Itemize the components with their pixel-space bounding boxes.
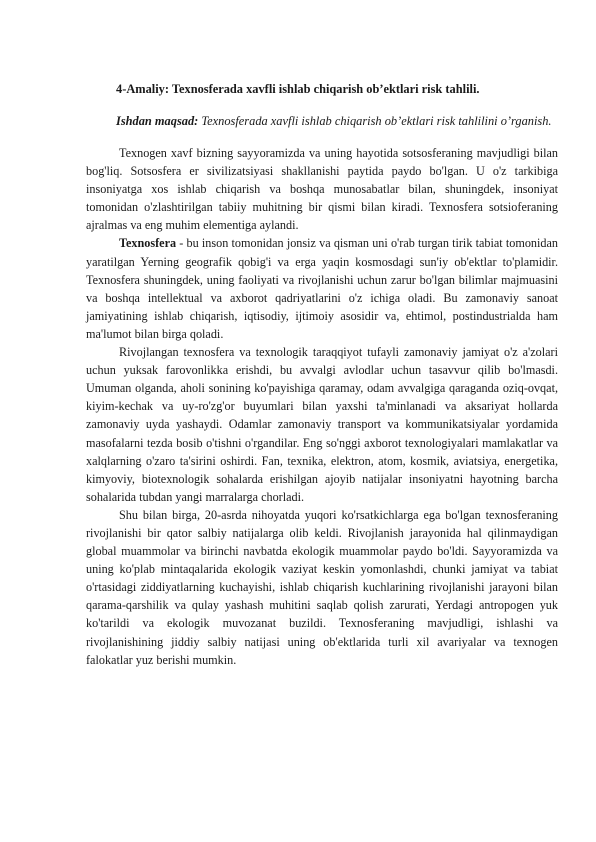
paragraph-text: Texnogen xavf bizning sayyoramizda va uning hayotida sotsosferaning mavjudligi bilan bog'liq. Sotsosfera er sivilizatsiyasi shakllanishi paytida paydo bo'lgan. U o'z tarkibiga insoniyatga xos ishlab chiqarish va boshqa munosabatlar bilan, shuningdek, insoniyat tomonidan o'zlashtirilgan tabiiy muhitning bir qismi bilan kiradi. Texnosfera sotsioferaning ajralmas va eng muhim elementiga aylandi. <box>86 146 558 233</box>
paragraph-text: Shu bilan birga, 20-asrda nihoyatda yuqori ko'rsatkichlarga ega bo'lgan texnosferaning rivojlanishi bir qator salbiy natijalarga olib keldi. Rivojlanish jarayonida hal qilinmaydigan global muammolar va birinchi navbatda ekologik muammolar paydo bo'ldi. Sayyoramizda va uning ko'plab mintaqalarida ekologik vaziyat keskin yomonlashdi, chunki jamiyat va tabiat o'rtasidagi ziddiyatlarning kuchayishi, ishlab chiqarish kuchlarining rivojlanishi jarayoni bilan qarama-qarshilik va qulay yashash muhitini saqlab qolish zarurati, Yerdagi antropogen yuk ko'tarildi va ekologik muvozanat buzildi. Texnosferaning mavjudligi, ishlashi va rivojlanishining jiddiy salbiy natijasi uning ob'ektlarida turli xil avariyalar va texnogen falokatlar yuz berishi mumkin. <box>86 507 558 667</box>
aim-text: Texnosferada xavfli ishlab chiqarish ob’ektlari risk tahlilini o’rganish. <box>198 114 552 128</box>
document-page <box>86 80 558 669</box>
aim-label: Ishdan maqsad: <box>116 114 199 128</box>
paragraph-1 <box>86 144 558 234</box>
document-title: 4-Amaliy: Texnosferada xavfli ishlab chiqarish ob’ektlari risk tahlili. <box>116 82 480 96</box>
aim-statement <box>86 112 558 130</box>
paragraph-text: - bu inson tomonidan jonsiz va qisman uni o'rab turgan tirik tabiat tomonidan yaratilgan Yerning geografik qobig'i va erga yaqin kosmosdagi sun'iy ob'ektlar to'plamidir. Texnosfera shuningdek, uning faoliyati va rivojlanishi uchun zarur bo'lgan bilimlar majmuasini va boshqa intellektual va axborot qadriyatlarini o'z ichiga oladi. Bu zamonaviy sanoat jamiyatining ishlab chiqarish, iqtisodiy, ijtimoiy asosidir va, ehtimol, postindustrialda ham ma'lumot bilan birga qoladi. <box>86 236 558 341</box>
paragraph-text: Rivojlangan texnosfera va texnologik taraqqiyot tufayli zamonaviy jamiyat o'z a'zolari uchun yuksak farovonlikka erishdi, bu avvalgi avlodlar uchun tasavvur qilib bo'lmasdi. Umuman olganda, aholi sonining ko'payishiga qaramay, odam avvalgiga qaraganda oziq-ovqat, kiyim-kechak va uy-ro'zg'or buyumlari bilan yaxshi ta'minlanadi va aksariyat hollarda zamonaviy uyda yashaydi. Odamlar zamonaviy transport va kommunikatsiyalar yordamida masofalarni tezda bosib o'tishni o'rgandilar. Eng so'nggi axborot texnologiyalari mamlakatlar va xalqlarning o'zaro ta'sirini oshirdi. Fan, texnika, elektron, atom, kosmik, aviatsiya, energetika, kimyoviy, biotexnologik sohalarda erishilgan ajoyib natijalar insoniyatni hayotning barcha sohalarida tubdan yangi marralarga chorladi. <box>86 345 558 504</box>
paragraph-4 <box>86 506 558 669</box>
paragraph-3 <box>86 343 558 506</box>
paragraph-2 <box>86 234 558 343</box>
paragraph-lead-term: Texnosfera <box>119 236 177 251</box>
